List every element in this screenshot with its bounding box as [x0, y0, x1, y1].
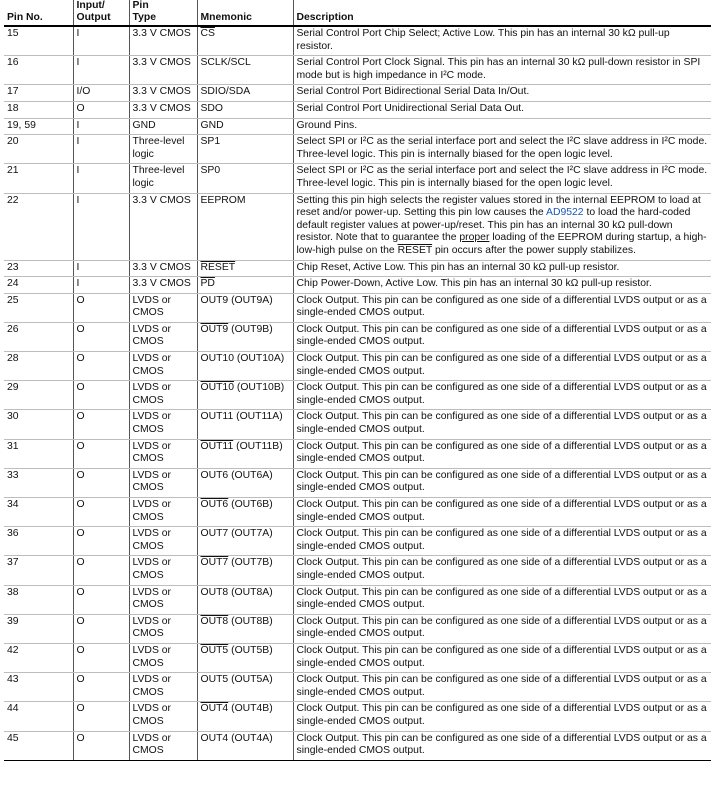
input-output: O [73, 556, 129, 585]
description: Clock Output. This pin can be configured as one side of a differential LVDS output or as a single-ended CMOS output. [293, 352, 711, 381]
description-text: to load the hard-coded default register values at power-up/reset. This pin has an internal 30 kΩ pull-down resistor. Note that to guarantee the [296, 207, 691, 244]
pin-number: 29 [4, 381, 73, 410]
pin-number: 43 [4, 673, 73, 702]
description: Clock Output. This pin can be configured as one side of a differential LVDS output or as a single-ended CMOS output. [293, 731, 711, 760]
mnemonic [197, 498, 293, 527]
table-row [4, 101, 711, 118]
pin-type: 3.3 V CMOS [129, 26, 197, 56]
mnemonic-overline: OUT8 [200, 615, 229, 627]
input-output: O [73, 527, 129, 556]
description-text: Setting this pin high selects the register values stored in the internal EEPROM to load at reset and/or power-up. Setting this pin low causes the [296, 194, 701, 219]
table-row [4, 56, 711, 85]
reset-signal-text: RESET [397, 244, 433, 256]
input-output: O [73, 352, 129, 381]
pin-type: 3.3 V CMOS [129, 260, 197, 277]
mnemonic-overline: OUT4 [200, 703, 229, 715]
pin-number: 18 [4, 101, 73, 118]
table-row [4, 277, 711, 294]
table-header-row [4, 0, 711, 26]
table-row [4, 468, 711, 497]
pin-number: 38 [4, 585, 73, 614]
ad9522-link[interactable]: AD9522 [546, 207, 584, 219]
input-output: I [73, 277, 129, 294]
description: Clock Output. This pin can be configured as one side of a differential LVDS output or as a single-ended CMOS output. [293, 527, 711, 556]
mnemonic-suffix: (OUT10B) [234, 382, 285, 394]
pin-number: 24 [4, 277, 73, 294]
table-row [4, 260, 711, 277]
table-row [4, 439, 711, 468]
description: Chip Power-Down, Active Low. This pin has an internal 30 kΩ pull-up resistor. [293, 277, 711, 294]
table-row [4, 135, 711, 164]
description: Serial Control Port Bidirectional Serial Data In/Out. [293, 85, 711, 102]
table-row [4, 293, 711, 322]
mnemonic-text: RESET [200, 261, 236, 273]
pin-function-table [4, 0, 711, 761]
table-row [4, 164, 711, 193]
description: Clock Output. This pin can be configured as one side of a differential LVDS output or as a single-ended CMOS output. [293, 381, 711, 410]
table-row [4, 673, 711, 702]
table-row [4, 556, 711, 585]
pin-type: LVDS or CMOS [129, 731, 197, 760]
pin-number: 34 [4, 498, 73, 527]
input-output: I [73, 135, 129, 164]
header-pin-type: Pin Type [129, 0, 197, 26]
pin-type: LVDS or CMOS [129, 322, 197, 351]
description: Clock Output. This pin can be configured as one side of a differential LVDS output or as a single-ended CMOS output. [293, 585, 711, 614]
input-output: O [73, 439, 129, 468]
mnemonic [197, 556, 293, 585]
mnemonic: SCLK/SCL [197, 56, 293, 85]
pin-number: 25 [4, 293, 73, 322]
pin-type: LVDS or CMOS [129, 702, 197, 731]
description: Clock Output. This pin can be configured as one side of a differential LVDS output or as a single-ended CMOS output. [293, 673, 711, 702]
pin-number: 26 [4, 322, 73, 351]
input-output: I [73, 164, 129, 193]
mnemonic: OUT4 (OUT4A) [197, 731, 293, 760]
table-row [4, 85, 711, 102]
input-output: O [73, 410, 129, 439]
description: Clock Output. This pin can be configured as one side of a differential LVDS output or as a single-ended CMOS output. [293, 439, 711, 468]
mnemonic-suffix: (OUT8B) [228, 615, 273, 627]
pin-type: 3.3 V CMOS [129, 85, 197, 102]
pin-number: 19, 59 [4, 118, 73, 135]
pin-number: 36 [4, 527, 73, 556]
pin-type: LVDS or CMOS [129, 439, 197, 468]
pin-type: GND [129, 118, 197, 135]
input-output: I [73, 56, 129, 85]
pin-type: LVDS or CMOS [129, 352, 197, 381]
pin-number: 30 [4, 410, 73, 439]
pin-number: 23 [4, 260, 73, 277]
pin-number: 37 [4, 556, 73, 585]
pin-type: LVDS or CMOS [129, 556, 197, 585]
input-output: O [73, 322, 129, 351]
pin-number: 45 [4, 731, 73, 760]
pin-type: LVDS or CMOS [129, 585, 197, 614]
description-underlined-text: proper [459, 232, 490, 244]
mnemonic-overline: OUT5 [200, 644, 229, 656]
table-row [4, 118, 711, 135]
input-output: O [73, 585, 129, 614]
pin-type: LVDS or CMOS [129, 410, 197, 439]
input-output: I [73, 118, 129, 135]
description: Select SPI or I²C as the serial interface port and select the I²C slave address in I²C mode. Three-level logic. This pin is internally biased for the open logic level. [293, 164, 711, 193]
mnemonic-overline: OUT6 [200, 499, 229, 510]
header-input-output: Input/ Output [73, 0, 129, 26]
description: Clock Output. This pin can be configured as one side of a differential LVDS output or as a single-ended CMOS output. [293, 322, 711, 351]
description: Clock Output. This pin can be configured as one side of a differential LVDS output or as a single-ended CMOS output. [293, 643, 711, 672]
pin-number: 22 [4, 193, 73, 260]
mnemonic-text: $\overline{CS}$ [200, 28, 215, 39]
table-row [4, 614, 711, 643]
mnemonic: OUT11 (OUT11A) [197, 410, 293, 439]
table-row [4, 731, 711, 760]
input-output: I [73, 26, 129, 56]
pin-type: 3.3 V CMOS [129, 193, 197, 260]
description: Serial Control Port Unidirectional Serial Data Out. [293, 101, 711, 118]
pin-type: LVDS or CMOS [129, 381, 197, 410]
pin-number: 15 [4, 26, 73, 56]
table-row [4, 585, 711, 614]
pin-number: 33 [4, 468, 73, 497]
pin-type: LVDS or CMOS [129, 498, 197, 527]
description: Serial Control Port Clock Signal. This pin has an internal 30 kΩ pull-down resistor in SPI mode but is high impedance in I²C mode. [293, 56, 711, 85]
input-output: O [73, 293, 129, 322]
mnemonic [197, 439, 293, 468]
input-output: O [73, 643, 129, 672]
table-row [4, 643, 711, 672]
description-text: loading of the EEPROM during startup, a high-low-high pulse on the [296, 232, 707, 256]
input-output: O [73, 381, 129, 410]
mnemonic: OUT7 (OUT7A) [197, 527, 293, 556]
pin-type: 3.3 V CMOS [129, 101, 197, 118]
mnemonic-suffix: (OUT4B) [228, 703, 273, 715]
mnemonic [197, 260, 293, 277]
pin-type: LVDS or CMOS [129, 468, 197, 497]
mnemonic-overline: OUT7 [200, 557, 229, 569]
mnemonic: EEPROM [197, 193, 293, 260]
mnemonic [197, 26, 293, 56]
pin-type: Three-level logic [129, 135, 197, 164]
input-output: O [73, 731, 129, 760]
input-output: I/O [73, 85, 129, 102]
mnemonic: SP1 [197, 135, 293, 164]
pin-type: LVDS or CMOS [129, 614, 197, 643]
description: Clock Output. This pin can be configured as one side of a differential LVDS output or as a single-ended CMOS output. [293, 614, 711, 643]
description: Clock Output. This pin can be configured as one side of a differential LVDS output or as a single-ended CMOS output. [293, 702, 711, 731]
mnemonic-suffix: (OUT7B) [228, 557, 273, 569]
pin-number: 21 [4, 164, 73, 193]
mnemonic: SDIO/SDA [197, 85, 293, 102]
description: Select SPI or I²C as the serial interface port and select the I²C slave address in I²C mode. Three-level logic. This pin is internally biased for the open logic level. [293, 135, 711, 164]
pin-number: 44 [4, 702, 73, 731]
mnemonic: SP0 [197, 164, 293, 193]
input-output: I [73, 193, 129, 260]
mnemonic-suffix: (OUT5B) [228, 644, 273, 656]
pin-type: 3.3 V CMOS [129, 56, 197, 85]
header-mnemonic: Mnemonic [197, 0, 293, 26]
table-row [4, 527, 711, 556]
table-row [4, 322, 711, 351]
description: Clock Output. This pin can be configured as one side of a differential LVDS output or as a single-ended CMOS output. [293, 498, 711, 527]
description: Ground Pins. [293, 118, 711, 135]
table-row [4, 498, 711, 527]
mnemonic-text: $\overline{PD}$ [200, 278, 215, 290]
mnemonic-suffix: (OUT6B) [228, 499, 273, 510]
pin-number: 16 [4, 56, 73, 85]
mnemonic-suffix: (OUT9B) [228, 323, 273, 335]
mnemonic [197, 277, 293, 294]
pin-number: 28 [4, 352, 73, 381]
mnemonic-overline: OUT11 [200, 440, 234, 452]
mnemonic [197, 702, 293, 731]
description-text: pin occurs after the power supply stabilizes. [432, 244, 636, 256]
mnemonic: OUT9 (OUT9A) [197, 293, 293, 322]
input-output: O [73, 673, 129, 702]
header-description: Description [293, 0, 711, 26]
mnemonic: GND [197, 118, 293, 135]
pin-number: 42 [4, 643, 73, 672]
header-pin-no: Pin No. [4, 0, 73, 26]
mnemonic: OUT8 (OUT8A) [197, 585, 293, 614]
pin-type: Three-level logic [129, 164, 197, 193]
pin-type: LVDS or CMOS [129, 293, 197, 322]
table-row [4, 410, 711, 439]
mnemonic [197, 643, 293, 672]
pin-number: 17 [4, 85, 73, 102]
pin-type: LVDS or CMOS [129, 673, 197, 702]
description: Clock Output. This pin can be configured as one side of a differential LVDS output or as a single-ended CMOS output. [293, 468, 711, 497]
mnemonic-suffix: (OUT11B) [233, 440, 283, 452]
description: Chip Reset, Active Low. This pin has an internal 30 kΩ pull-up resistor. [293, 260, 711, 277]
table-row [4, 381, 711, 410]
description: Serial Control Port Chip Select; Active Low. This pin has an internal 30 kΩ pull-up resistor. [293, 26, 711, 56]
mnemonic-overline: OUT9 [200, 323, 229, 335]
mnemonic-overline: OUT10 [200, 382, 234, 394]
input-output: O [73, 702, 129, 731]
description: Clock Output. This pin can be configured as one side of a differential LVDS output or as a single-ended CMOS output. [293, 556, 711, 585]
input-output: O [73, 614, 129, 643]
table-row [4, 26, 711, 56]
mnemonic [197, 614, 293, 643]
pin-type: LVDS or CMOS [129, 527, 197, 556]
input-output: I [73, 260, 129, 277]
table-row [4, 193, 711, 260]
mnemonic [197, 322, 293, 351]
pin-number: 31 [4, 439, 73, 468]
pin-function-table-wrapper [4, 0, 711, 761]
mnemonic: OUT10 (OUT10A) [197, 352, 293, 381]
input-output: O [73, 498, 129, 527]
mnemonic [197, 381, 293, 410]
input-output: O [73, 101, 129, 118]
pin-type: LVDS or CMOS [129, 643, 197, 672]
description: Clock Output. This pin can be configured as one side of a differential LVDS output or as a single-ended CMOS output. [293, 410, 711, 439]
description [293, 193, 711, 260]
description: Clock Output. This pin can be configured as one side of a differential LVDS output or as a single-ended CMOS output. [293, 293, 711, 322]
table-row [4, 702, 711, 731]
mnemonic: OUT6 (OUT6A) [197, 468, 293, 497]
table-row [4, 352, 711, 381]
pin-number: 39 [4, 614, 73, 643]
pin-type: 3.3 V CMOS [129, 277, 197, 294]
pin-number: 20 [4, 135, 73, 164]
input-output: O [73, 468, 129, 497]
mnemonic: SDO [197, 101, 293, 118]
mnemonic: OUT5 (OUT5A) [197, 673, 293, 702]
